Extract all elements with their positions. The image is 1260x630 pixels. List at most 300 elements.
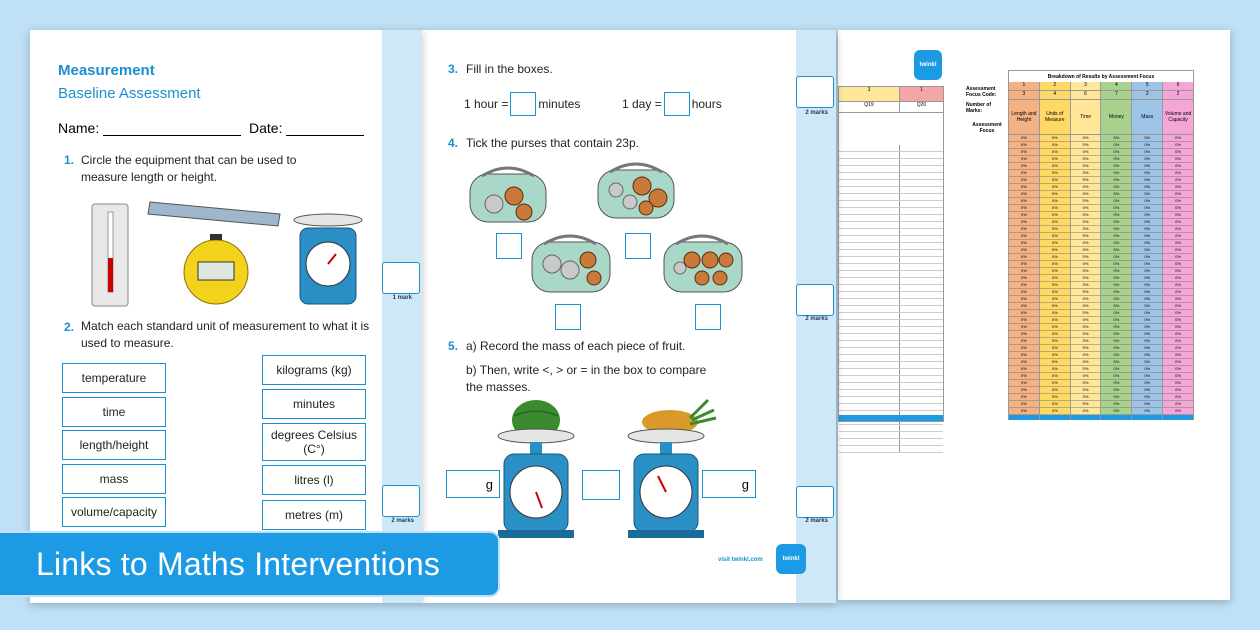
q2-text: Match each standard unit of measurement to what it is used to measure. [81,319,370,350]
grid-row [839,250,943,257]
percent-cell: 0% [1132,163,1162,170]
focus-name-cell: Time [1071,100,1101,135]
percent-cell: 0% [1040,296,1070,303]
q3-number: 3. [448,62,459,76]
focus-column [1039,82,1070,420]
focus-column [1162,82,1194,420]
percent-cell: 0% [1132,373,1162,380]
percent-cell: 0% [1132,212,1162,219]
percent-cell: 0% [1132,380,1162,387]
percent-cell: 0% [1040,156,1070,163]
percent-cell: 0% [1040,359,1070,366]
q5a-text: a) Record the mass of each piece of fruit. [466,339,686,353]
purse-icon [470,168,546,222]
percent-cell: 0% [1163,296,1193,303]
percent-cell: 0% [1040,205,1070,212]
percent-cell: 0% [1009,345,1039,352]
total-row-cell [1163,415,1193,420]
percent-cell: 0% [1163,254,1193,261]
q5-mark-label: 2 marks [805,518,828,524]
percent-cell: 0% [1163,310,1193,317]
focus-code-label: Assessment Focus Code: [966,86,997,98]
percent-cell: 0% [1071,317,1101,324]
percent-cell: 0% [1071,254,1101,261]
results-spreadsheet-sheet [838,30,1230,600]
percent-cell: 0% [1071,303,1101,310]
percent-cell: 0% [1163,219,1193,226]
focus-marks-cell: 6 [1071,91,1101,100]
focus-column [1131,82,1162,420]
row-labels [966,86,1008,134]
percent-cell: 0% [1132,149,1162,156]
unit-minutes[interactable]: minutes [262,389,366,419]
worksheet-title: Measurement [58,62,155,79]
percent-cell: 0% [1163,366,1193,373]
percent-cell: 0% [1132,331,1162,338]
percent-cell: 0% [1163,191,1193,198]
left-grid [839,145,943,453]
date-field[interactable] [286,121,364,136]
percent-cell: 0% [1040,380,1070,387]
grid-row [839,341,943,348]
q4-text: Tick the purses that contain 23p. [466,136,639,150]
percent-cell: 0% [1101,135,1131,142]
percent-cell: 0% [1009,380,1039,387]
percent-cell: 0% [1071,296,1101,303]
percent-cell: 0% [1132,275,1162,282]
grid-row [839,313,943,320]
percent-cell: 0% [1040,394,1070,401]
focus-code-cell: 4 [1101,82,1131,91]
breakdown-title: Breakdown of Results by Assessment Focus [1008,70,1194,84]
percent-cell: 0% [1009,310,1039,317]
unit-length-height[interactable]: length/height [62,430,166,460]
percent-cell: 0% [1071,401,1101,408]
percent-cell: 0% [1101,198,1131,205]
twinkl-footer-logo [776,544,806,574]
percent-cell: 0% [1071,205,1101,212]
percent-cell: 0% [1101,331,1131,338]
focus-name-cell: Length and Height [1009,100,1039,135]
percent-cell: 0% [1163,247,1193,254]
percent-cell: 0% [1040,163,1070,170]
percent-cell: 0% [1009,191,1039,198]
percent-cell: 0% [1009,184,1039,191]
percent-cell: 0% [1009,226,1039,233]
percent-cell: 0% [1071,289,1101,296]
percent-cell: 0% [1101,177,1131,184]
percent-cell: 0% [1101,338,1131,345]
grid-row [839,369,943,376]
percent-cell: 0% [1040,149,1070,156]
percent-cell: 0% [1040,191,1070,198]
percent-cell: 0% [1132,324,1162,331]
weighing-scale-icon [628,429,704,538]
percent-cell: 0% [1163,233,1193,240]
grid-row [839,383,943,390]
percent-cell: 0% [1101,380,1131,387]
percent-cell: 0% [1071,345,1101,352]
percent-cell: 0% [1071,184,1101,191]
percent-cell: 0% [1163,184,1193,191]
pineapple-mass-box[interactable] [702,470,756,498]
percent-cell: 0% [1040,310,1070,317]
unit-degrees-celsius[interactable]: degrees Celsius (C°) [262,423,366,461]
percent-cell: 0% [1071,275,1101,282]
hours-answer-box[interactable] [664,92,690,116]
focus-code-cell: 3 [1071,82,1101,91]
grid-row [839,334,943,341]
focus-column [1070,82,1101,420]
percent-cell: 0% [1071,142,1101,149]
q2-number: 2. [64,320,75,334]
focus-code-cell: 6 [1163,82,1193,91]
percent-cell: 0% [1132,359,1162,366]
percent-cell: 0% [1163,198,1193,205]
percent-cell: 0% [1163,268,1193,275]
percent-cell: 0% [1009,352,1039,359]
unit-time[interactable]: time [62,397,166,427]
percent-cell: 0% [1071,261,1101,268]
percent-cell: 0% [1163,345,1193,352]
grid-row [839,243,943,250]
percent-cell: 0% [1071,135,1101,142]
percent-cell: 0% [1071,408,1101,415]
grid-row [839,292,943,299]
unit-litres[interactable]: litres (l) [262,465,366,495]
unit-volume-capacity[interactable]: volume/capacity [62,497,166,527]
percent-cell: 0% [1101,310,1131,317]
grid-row [839,362,943,369]
assessment-focus-label: Assessment Focus [972,122,1002,134]
grid-row [839,271,943,278]
interventions-banner [0,531,500,597]
q3-minutes-label: minutes [538,96,581,111]
percent-cell: 0% [1040,198,1070,205]
grid-row [839,306,943,313]
q1-mark-box[interactable] [382,262,420,294]
focus-name-cell: Units of Measure [1040,100,1070,135]
percent-cell: 0% [1132,317,1162,324]
grid-row [839,432,943,439]
percent-cell: 0% [1009,149,1039,156]
grid-row [839,159,943,166]
percent-cell: 0% [1071,163,1101,170]
purse-3-tick-box[interactable] [555,304,581,330]
grid-row [839,201,943,208]
q3-hours-label: hours [691,96,722,111]
percent-cell: 0% [1071,240,1101,247]
percent-cell: 0% [1071,268,1101,275]
percent-cell: 0% [1101,303,1131,310]
grid-row [839,208,943,215]
grid-row [839,299,943,306]
weighing-scale-icon [498,429,574,538]
percent-cell: 0% [1163,135,1193,142]
percent-cell: 0% [1132,170,1162,177]
percent-cell: 0% [1163,408,1193,415]
percent-cell: 0% [1163,205,1193,212]
grid-row [839,285,943,292]
percent-cell: 0% [1040,184,1070,191]
percent-cell: 0% [1132,345,1162,352]
percent-cell: 0% [1101,387,1131,394]
percent-cell: 0% [1101,233,1131,240]
grid-row [839,278,943,285]
percent-cell: 0% [1163,149,1193,156]
percent-cell: 0% [1009,359,1039,366]
percent-cell: 0% [1040,247,1070,254]
percent-cell: 0% [1101,247,1131,254]
percent-cell: 0% [1101,359,1131,366]
percent-cell: 0% [1009,163,1039,170]
percent-cell: 0% [1101,142,1131,149]
percent-cell: 0% [1101,282,1131,289]
name-date-row [58,120,364,136]
percent-cell: 0% [1101,373,1131,380]
percent-cell: 0% [1040,240,1070,247]
percent-cell: 0% [1071,282,1101,289]
focus-marks-cell: 3 [1009,91,1039,100]
percent-cell: 0% [1009,331,1039,338]
q1-text: Circle the equipment that can be used to measure length or height. [81,153,297,184]
percent-cell: 0% [1009,317,1039,324]
percent-cell: 0% [1040,338,1070,345]
compare-symbol-box[interactable] [582,470,620,500]
percent-cell: 0% [1132,226,1162,233]
percent-cell: 0% [1132,282,1162,289]
name-label: Name: [58,120,100,136]
name-field[interactable] [103,121,241,136]
percent-cell: 0% [1071,380,1101,387]
percent-cell: 0% [1163,275,1193,282]
percent-cell: 0% [1009,366,1039,373]
percent-cell: 0% [1040,135,1070,142]
percent-cell: 0% [1071,177,1101,184]
percent-cell: 0% [1163,212,1193,219]
percent-cell: 0% [1132,219,1162,226]
q3-hour-row [464,92,580,116]
percent-cell: 0% [1009,408,1039,415]
percent-cell: 0% [1132,198,1162,205]
percent-cell: 0% [1163,317,1193,324]
percent-cell: 0% [1040,331,1070,338]
percent-cell: 0% [1071,387,1101,394]
percent-cell: 0% [1040,373,1070,380]
q5-number: 5. [448,339,459,353]
grid-row [839,236,943,243]
percent-cell: 0% [1009,233,1039,240]
percent-cell: 0% [1101,170,1131,177]
percent-cell: 0% [1040,177,1070,184]
percent-cell: 0% [1101,212,1131,219]
date-label: Date: [249,120,283,136]
purse-1-tick-box[interactable] [496,233,522,259]
q4-mark-box[interactable] [796,284,834,316]
percent-cell: 0% [1132,289,1162,296]
percent-cell: 0% [1101,394,1131,401]
percent-cell: 0% [1009,240,1039,247]
percent-cell: 0% [1163,226,1193,233]
percent-cell: 0% [1132,240,1162,247]
percent-cell: 0% [1132,233,1162,240]
percent-cell: 0% [1132,303,1162,310]
percent-cell: 0% [1163,289,1193,296]
percent-cell: 0% [1040,317,1070,324]
q3-mark-box[interactable] [796,76,834,108]
percent-cell: 0% [1071,352,1101,359]
percent-cell: 0% [1009,156,1039,163]
percent-cell: 0% [1040,275,1070,282]
ruler-icon [148,202,280,226]
percent-cell: 0% [1101,296,1131,303]
grid-row [839,194,943,201]
focus-name-cell: Mass [1132,100,1162,135]
unit-temperature[interactable]: temperature [62,363,166,393]
purse-2-tick-box[interactable] [625,233,651,259]
percent-cell: 0% [1101,163,1131,170]
percent-cell: 0% [1101,401,1131,408]
percent-cell: 0% [1132,261,1162,268]
percent-cell: 0% [1009,254,1039,261]
percent-cell: 0% [1101,289,1131,296]
percent-cell: 0% [1101,268,1131,275]
percent-cell: 0% [1071,394,1101,401]
percent-cell: 0% [1040,212,1070,219]
percent-cell: 0% [1009,247,1039,254]
percent-cell: 0% [1163,303,1193,310]
percent-cell: 0% [1101,317,1131,324]
minutes-answer-box[interactable] [510,92,536,116]
stopwatch-icon [184,234,248,304]
grid-row [839,404,943,411]
percent-cell: 0% [1132,338,1162,345]
q4-mark-label: 2 marks [805,316,828,322]
percent-cell: 0% [1163,380,1193,387]
percent-cell: 0% [1009,275,1039,282]
percent-cell: 0% [1101,240,1131,247]
percent-cell: 0% [1101,254,1131,261]
q2-mark-label: 2 marks [391,518,414,524]
total-row-cell [1132,415,1162,420]
focus-name-cell: Volume and Capacity [1163,100,1193,135]
unit-metres[interactable]: metres (m) [262,500,366,530]
percent-cell: 0% [1132,394,1162,401]
percent-cell: 0% [1132,387,1162,394]
purse-4-tick-box[interactable] [695,304,721,330]
grid-row [839,376,943,383]
percent-cell: 0% [1071,338,1101,345]
q5-mark-box[interactable] [796,486,834,518]
unit-kilograms[interactable]: kilograms (kg) [262,355,366,385]
percent-cell: 0% [1132,408,1162,415]
percent-cell: 0% [1040,254,1070,261]
percent-cell: 0% [1009,324,1039,331]
percent-cell: 0% [1040,303,1070,310]
percent-cell: 0% [1163,163,1193,170]
worksheet-subtitle: Baseline Assessment [58,85,201,102]
percent-cell: 0% [1009,303,1039,310]
percent-cell: 0% [1009,289,1039,296]
grid-row [839,215,943,222]
percent-cell: 0% [1132,401,1162,408]
percent-cell: 0% [1132,366,1162,373]
percent-cell: 0% [1101,275,1131,282]
q3-mark-label: 2 marks [805,110,828,116]
percent-cell: 0% [1071,149,1101,156]
percent-cell: 0% [1132,310,1162,317]
grid-row [839,425,943,432]
percent-cell: 0% [1071,198,1101,205]
focus-column [1100,82,1131,420]
grid-row [839,180,943,187]
percent-cell: 0% [1163,170,1193,177]
total-row-cell [1040,415,1070,420]
percent-cell: 0% [1101,149,1131,156]
percent-cell: 0% [1132,191,1162,198]
percent-cell: 0% [1101,184,1131,191]
worksheet-page-1 [30,30,422,603]
left-id-cell: Q20 [916,102,927,108]
grid-row [839,145,943,152]
percent-cell: 0% [1009,268,1039,275]
grid-row [839,229,943,236]
percent-cell: 0% [1040,282,1070,289]
footer-text: visit twinkl.com [718,557,763,563]
q3-hour-label: 1 hour = [464,96,509,111]
focus-name-cell: Money [1101,100,1131,135]
percent-cell: 0% [1040,268,1070,275]
percent-cell: 0% [1009,296,1039,303]
percent-cell: 0% [1071,212,1101,219]
grid-row [839,355,943,362]
percent-cell: 0% [1071,331,1101,338]
number-of-marks-label: Number of Marks: [966,102,991,114]
total-row-cell [1101,415,1131,420]
unit-mass[interactable]: mass [62,464,166,494]
focus-marks-cell: 4 [1040,91,1070,100]
q1-number: 1. [64,153,75,167]
percent-cell: 0% [1071,373,1101,380]
percent-cell: 0% [1071,191,1101,198]
watermelon-mass-box[interactable] [446,470,500,498]
grid-row [839,222,943,229]
grid-row [839,187,943,194]
percent-cell: 0% [1040,401,1070,408]
q5b-text: b) Then, write <, > or = in the box to compare the masses. [466,363,707,394]
percent-cell: 0% [1040,226,1070,233]
percent-cell: 0% [1132,142,1162,149]
grid-row [839,166,943,173]
percent-cell: 0% [1040,142,1070,149]
focus-column [1008,82,1039,420]
percent-cell: 0% [1009,135,1039,142]
percent-cell: 0% [1009,261,1039,268]
equipment-illustration [90,198,366,310]
percent-cell: 0% [1040,352,1070,359]
percent-cell: 0% [1040,261,1070,268]
percent-cell: 0% [1163,352,1193,359]
percent-cell: 0% [1163,240,1193,247]
percent-cell: 0% [1163,324,1193,331]
percent-cell: 0% [1132,352,1162,359]
q3-day-label: 1 day = [622,96,662,111]
percent-cell: 0% [1101,191,1131,198]
grid-row [839,348,943,355]
twinkl-logo [914,50,942,80]
q2-mark-box[interactable] [382,485,420,517]
percent-cell: 0% [1101,408,1131,415]
